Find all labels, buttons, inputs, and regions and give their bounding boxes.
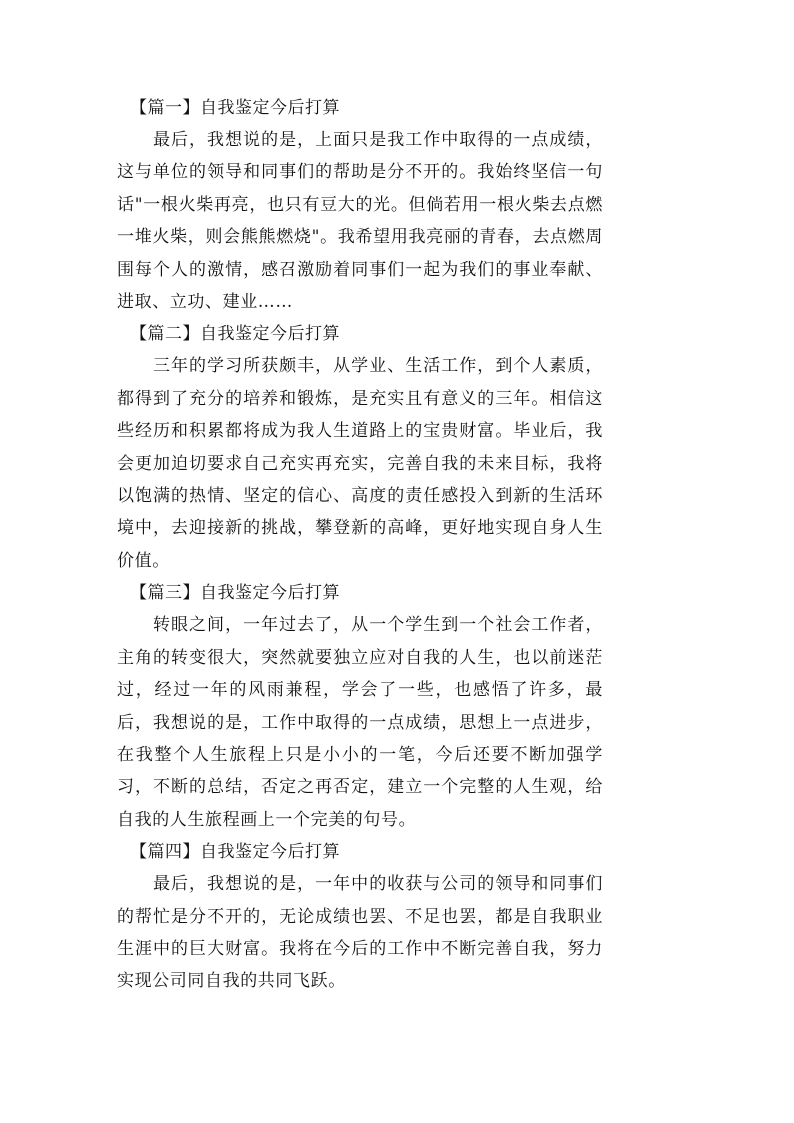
section-paragraph: 最后，我想说的是，上面只是我工作中取得的一点成绩，这与单位的领导和同事们的帮助是分不开的。我始终坚信一句话"一根火柴再亮，也只有豆大的光。但倘若用一根火柴去点燃一堆火柴，则会熊熊燃烧"。我希望用我亮丽的青春，去点燃周围每个人的激情，感召激励着同事们一起为我们的事业奉献、进取、立功、建业…… <box>117 130 603 313</box>
section-paragraph: 最后，我想说的是，一年中的收获与公司的领导和同事们的帮忙是分不开的，无论成绩也罢、不足也罢，都是自我职业生涯中的巨大财富。我将在今后的工作中不断完善自我，努力实现公司同自我的共同飞跃。 <box>117 874 603 992</box>
section-heading: 【篇二】自我鉴定今后打算 <box>130 324 340 345</box>
section-heading: 【篇三】自我鉴定今后打算 <box>130 583 340 604</box>
document-page <box>117 92 603 998</box>
section-paragraph: 转眼之间，一年过去了，从一个学生到一个社会工作者，主角的转变很大，突然就要独立应对自我的人生，也以前迷茫过，经过一年的风雨兼程，学会了一些，也感悟了许多，最后，我想说的是，工作中取得的一点成绩，思想上一点进步，在我整个人生旅程上只是小小的一笔，今后还要不断加强学习，不断的总结，否定之再否定，建立一个完整的人生观，给自我的人生旅程画上一个完美的句号。 <box>117 615 603 830</box>
section-paragraph: 三年的学习所获颇丰，从学业、生活工作，到个人素质，都得到了充分的培养和锻炼，是充实且有意义的三年。相信这些经历和积累都将成为我人生道路上的宝贵财富。毕业后，我会更加迫切要求自己充实再充实，完善自我的未来目标，我将以饱满的热情、坚定的信心、高度的责任感投入到新的生活环境中，去迎接新的挑战，攀登新的高峰，更好地实现自身人生价值。 <box>117 356 603 571</box>
section-1 <box>117 92 603 318</box>
section-3 <box>117 577 603 836</box>
section-heading: 【篇四】自我鉴定今后打算 <box>130 842 340 863</box>
section-2 <box>117 318 603 577</box>
section-4 <box>117 836 603 998</box>
section-heading: 【篇一】自我鉴定今后打算 <box>130 98 340 118</box>
